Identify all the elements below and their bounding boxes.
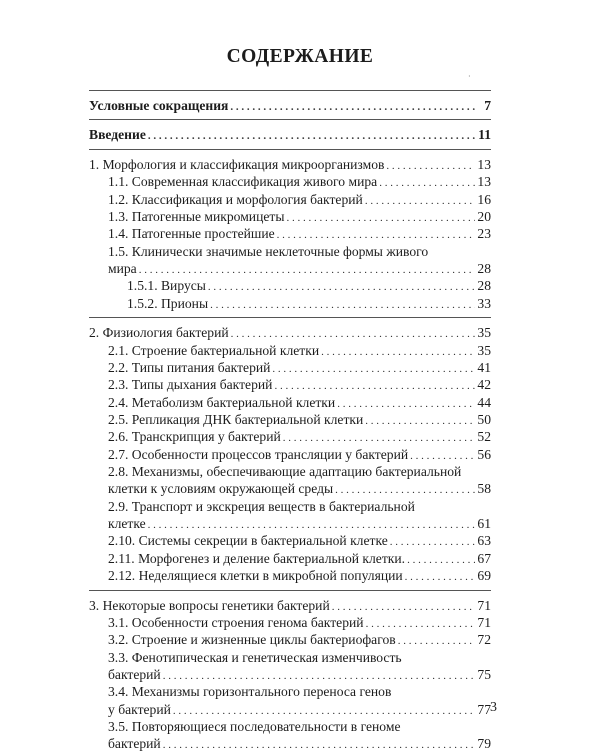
toc-entry-page: 61: [477, 516, 491, 532]
toc-entry-page: 72: [477, 632, 491, 648]
toc-entry-page: 63: [477, 533, 491, 549]
toc-entry-title: 2.1. Строение бактериальной клетки: [108, 342, 320, 358]
toc-entry-page: 56: [477, 446, 491, 462]
toc-entry[interactable]: [89, 631, 491, 648]
toc-entry-page: 35: [477, 325, 491, 341]
dot-leader: [407, 552, 475, 569]
toc-entry-page: 75: [477, 666, 491, 682]
toc-entry[interactable]: [89, 614, 491, 631]
toc-entry-title: 2. Физиология бактерий: [89, 325, 229, 341]
toc-entry-title-continuation: клетке: [108, 516, 146, 532]
toc-entry-title: 3.4. Механизмы горизонтального переноса генов: [108, 684, 392, 700]
toc-entry-page: 11: [478, 127, 491, 143]
dot-leader: [230, 99, 475, 116]
stray-mark: ·: [468, 72, 471, 81]
section-divider: [89, 149, 491, 150]
toc-entry-page: 41: [477, 359, 491, 375]
toc-entry-page: 77: [477, 701, 491, 717]
toc-entry[interactable]: [89, 498, 491, 533]
dot-leader: [386, 158, 475, 175]
toc-entry-title: 3.1. Особенности строения генома бактерий: [108, 614, 364, 630]
toc-entry-page: 28: [477, 278, 491, 294]
section-divider: [89, 590, 491, 591]
dot-leader: [365, 193, 475, 210]
toc-entry-title: 2.9. Транспорт и экскреция веществ в бактериальной: [108, 498, 415, 514]
toc-entry-page: 52: [477, 429, 491, 445]
toc-entry[interactable]: [89, 126, 491, 143]
toc-entry-page: 16: [477, 191, 491, 207]
toc-entry[interactable]: [89, 446, 491, 463]
toc-entry-page: 42: [477, 377, 491, 393]
toc-entry[interactable]: [89, 550, 491, 567]
toc-entry-title: 3. Некоторые вопросы генетики бактерий: [89, 597, 330, 613]
toc-entry-title: Введение: [89, 127, 146, 143]
toc-entry-page: 44: [477, 394, 491, 410]
dot-leader: [405, 569, 475, 586]
toc-entry[interactable]: [89, 208, 491, 225]
toc-entry-title: 1.1. Современная классификация живого мира: [108, 174, 378, 190]
toc-entry[interactable]: [89, 376, 491, 393]
toc-entry-title: 1.5.1. Вирусы: [127, 278, 206, 294]
dot-leader: [173, 703, 475, 720]
page-title: СОДЕРЖАНИЕ: [226, 46, 374, 67]
toc-entry[interactable]: [89, 324, 491, 341]
toc-entry-title: 2.7. Особенности процессов трансляции у бактерий: [108, 446, 409, 462]
table-of-contents: [89, 90, 491, 753]
toc-entry[interactable]: [89, 191, 491, 208]
toc-entry[interactable]: [89, 597, 491, 614]
toc-entry-title-continuation: бактерий: [108, 666, 161, 682]
dot-leader: [286, 210, 475, 227]
dot-leader: [398, 633, 475, 650]
toc-entry-title-continuation: бактерий: [108, 736, 161, 752]
toc-entry-title: 3.5. Повторяющиеся последовательности в геноме: [108, 718, 401, 734]
toc-entry-title: Условные сокращения: [89, 98, 229, 113]
dot-leader: [272, 361, 475, 378]
toc-entry[interactable]: [89, 718, 491, 753]
toc-entry-page: 79: [477, 736, 491, 752]
toc-entry-page: 50: [477, 412, 491, 428]
dot-leader: [208, 279, 475, 296]
toc-entry-title: 2.3. Типы дыхания бактерий: [108, 377, 273, 393]
toc-entry-title: 1.4. Патогенные простейшие: [108, 226, 275, 242]
toc-entry-title: 1.2. Классификация и морфология бактерий: [108, 191, 363, 207]
toc-entry-title: 2.12. Неделящиеся клетки в микробной популяции: [108, 568, 403, 584]
toc-entry-title: 2.10. Системы секреции в бактериальной клетке: [108, 533, 388, 549]
toc-entry[interactable]: [89, 342, 491, 359]
toc-entry-title-continuation: мира: [108, 260, 137, 276]
toc-entry-title: 2.8. Механизмы, обеспечивающие адаптацию бактериальной: [108, 464, 462, 480]
dot-leader: [321, 344, 475, 361]
dot-leader: [335, 482, 475, 499]
toc-entry-page: 67: [477, 550, 491, 566]
toc-entry[interactable]: [89, 567, 491, 584]
toc-entry-title-continuation: у бактерий: [108, 701, 171, 717]
toc-entry[interactable]: [89, 243, 491, 278]
toc-entry[interactable]: [89, 295, 491, 312]
toc-entry[interactable]: [89, 156, 491, 173]
toc-entry-title: 2.5. Репликация ДНК бактериальной клетки: [108, 412, 364, 428]
toc-entry-page: 71: [477, 614, 491, 630]
dot-leader: [379, 175, 475, 192]
dot-leader: [148, 128, 475, 145]
toc-entry-page: 33: [477, 295, 491, 311]
toc-entry[interactable]: [89, 428, 491, 445]
dot-leader: [365, 413, 475, 430]
toc-entry-page: 28: [477, 260, 491, 276]
toc-entry-page: 23: [477, 226, 491, 242]
section-divider: [89, 317, 491, 318]
toc-entry[interactable]: [89, 463, 491, 498]
toc-entry-page: 13: [477, 174, 491, 190]
toc-entry-page: 69: [477, 568, 491, 584]
toc-entry[interactable]: [89, 411, 491, 428]
page-number: 3: [490, 700, 497, 715]
toc-entry-title: 1.5.2. Прионы: [127, 295, 209, 311]
toc-entry-title: 2.4. Метаболизм бактериальной клетки: [108, 394, 336, 410]
toc-entry-page: 20: [477, 208, 491, 224]
toc-entry-page: 13: [477, 156, 491, 172]
toc-entry-title: 2.6. Транскрипция у бактерий: [108, 429, 281, 445]
section-divider: [89, 119, 491, 120]
toc-entry[interactable]: [89, 649, 491, 684]
toc-entry-page: 35: [477, 342, 491, 358]
toc-entry[interactable]: [89, 359, 491, 376]
toc-entry-page: 71: [477, 597, 491, 613]
toc-entry[interactable]: [89, 97, 491, 114]
toc-entry-title: 1.3. Патогенные микромицеты: [108, 208, 285, 224]
toc-entry-title: 2.11. Морфогенез и деление бактериальной клетки.: [108, 550, 406, 566]
section-divider: [89, 90, 491, 91]
toc-entry-title: 2.2. Типы питания бактерий: [108, 359, 271, 375]
toc-entry-title: 3.2. Строение и жизненные циклы бактериофагов: [108, 632, 396, 648]
dot-leader: [210, 297, 475, 314]
toc-entry[interactable]: [89, 683, 491, 718]
toc-entry-title: 1.5. Клинически значимые неклеточные формы живого: [108, 243, 429, 259]
toc-entry[interactable]: [89, 394, 491, 411]
toc-entry[interactable]: [89, 225, 491, 242]
toc-entry-page: 7: [484, 98, 491, 113]
toc-entry[interactable]: [89, 277, 491, 294]
toc-entry-title-continuation: клетки к условиям окружающей среды: [108, 481, 334, 497]
toc-entry-page: 58: [477, 481, 491, 497]
dot-leader: [163, 737, 475, 754]
toc-entry[interactable]: [89, 173, 491, 190]
dot-leader: [277, 227, 475, 244]
toc-entry-title: 3.3. Фенотипическая и генетическая изменчивость: [108, 649, 402, 665]
toc-entry-title: 1. Морфология и классификация микроорганизмов: [89, 156, 385, 172]
toc-entry[interactable]: [89, 532, 491, 549]
